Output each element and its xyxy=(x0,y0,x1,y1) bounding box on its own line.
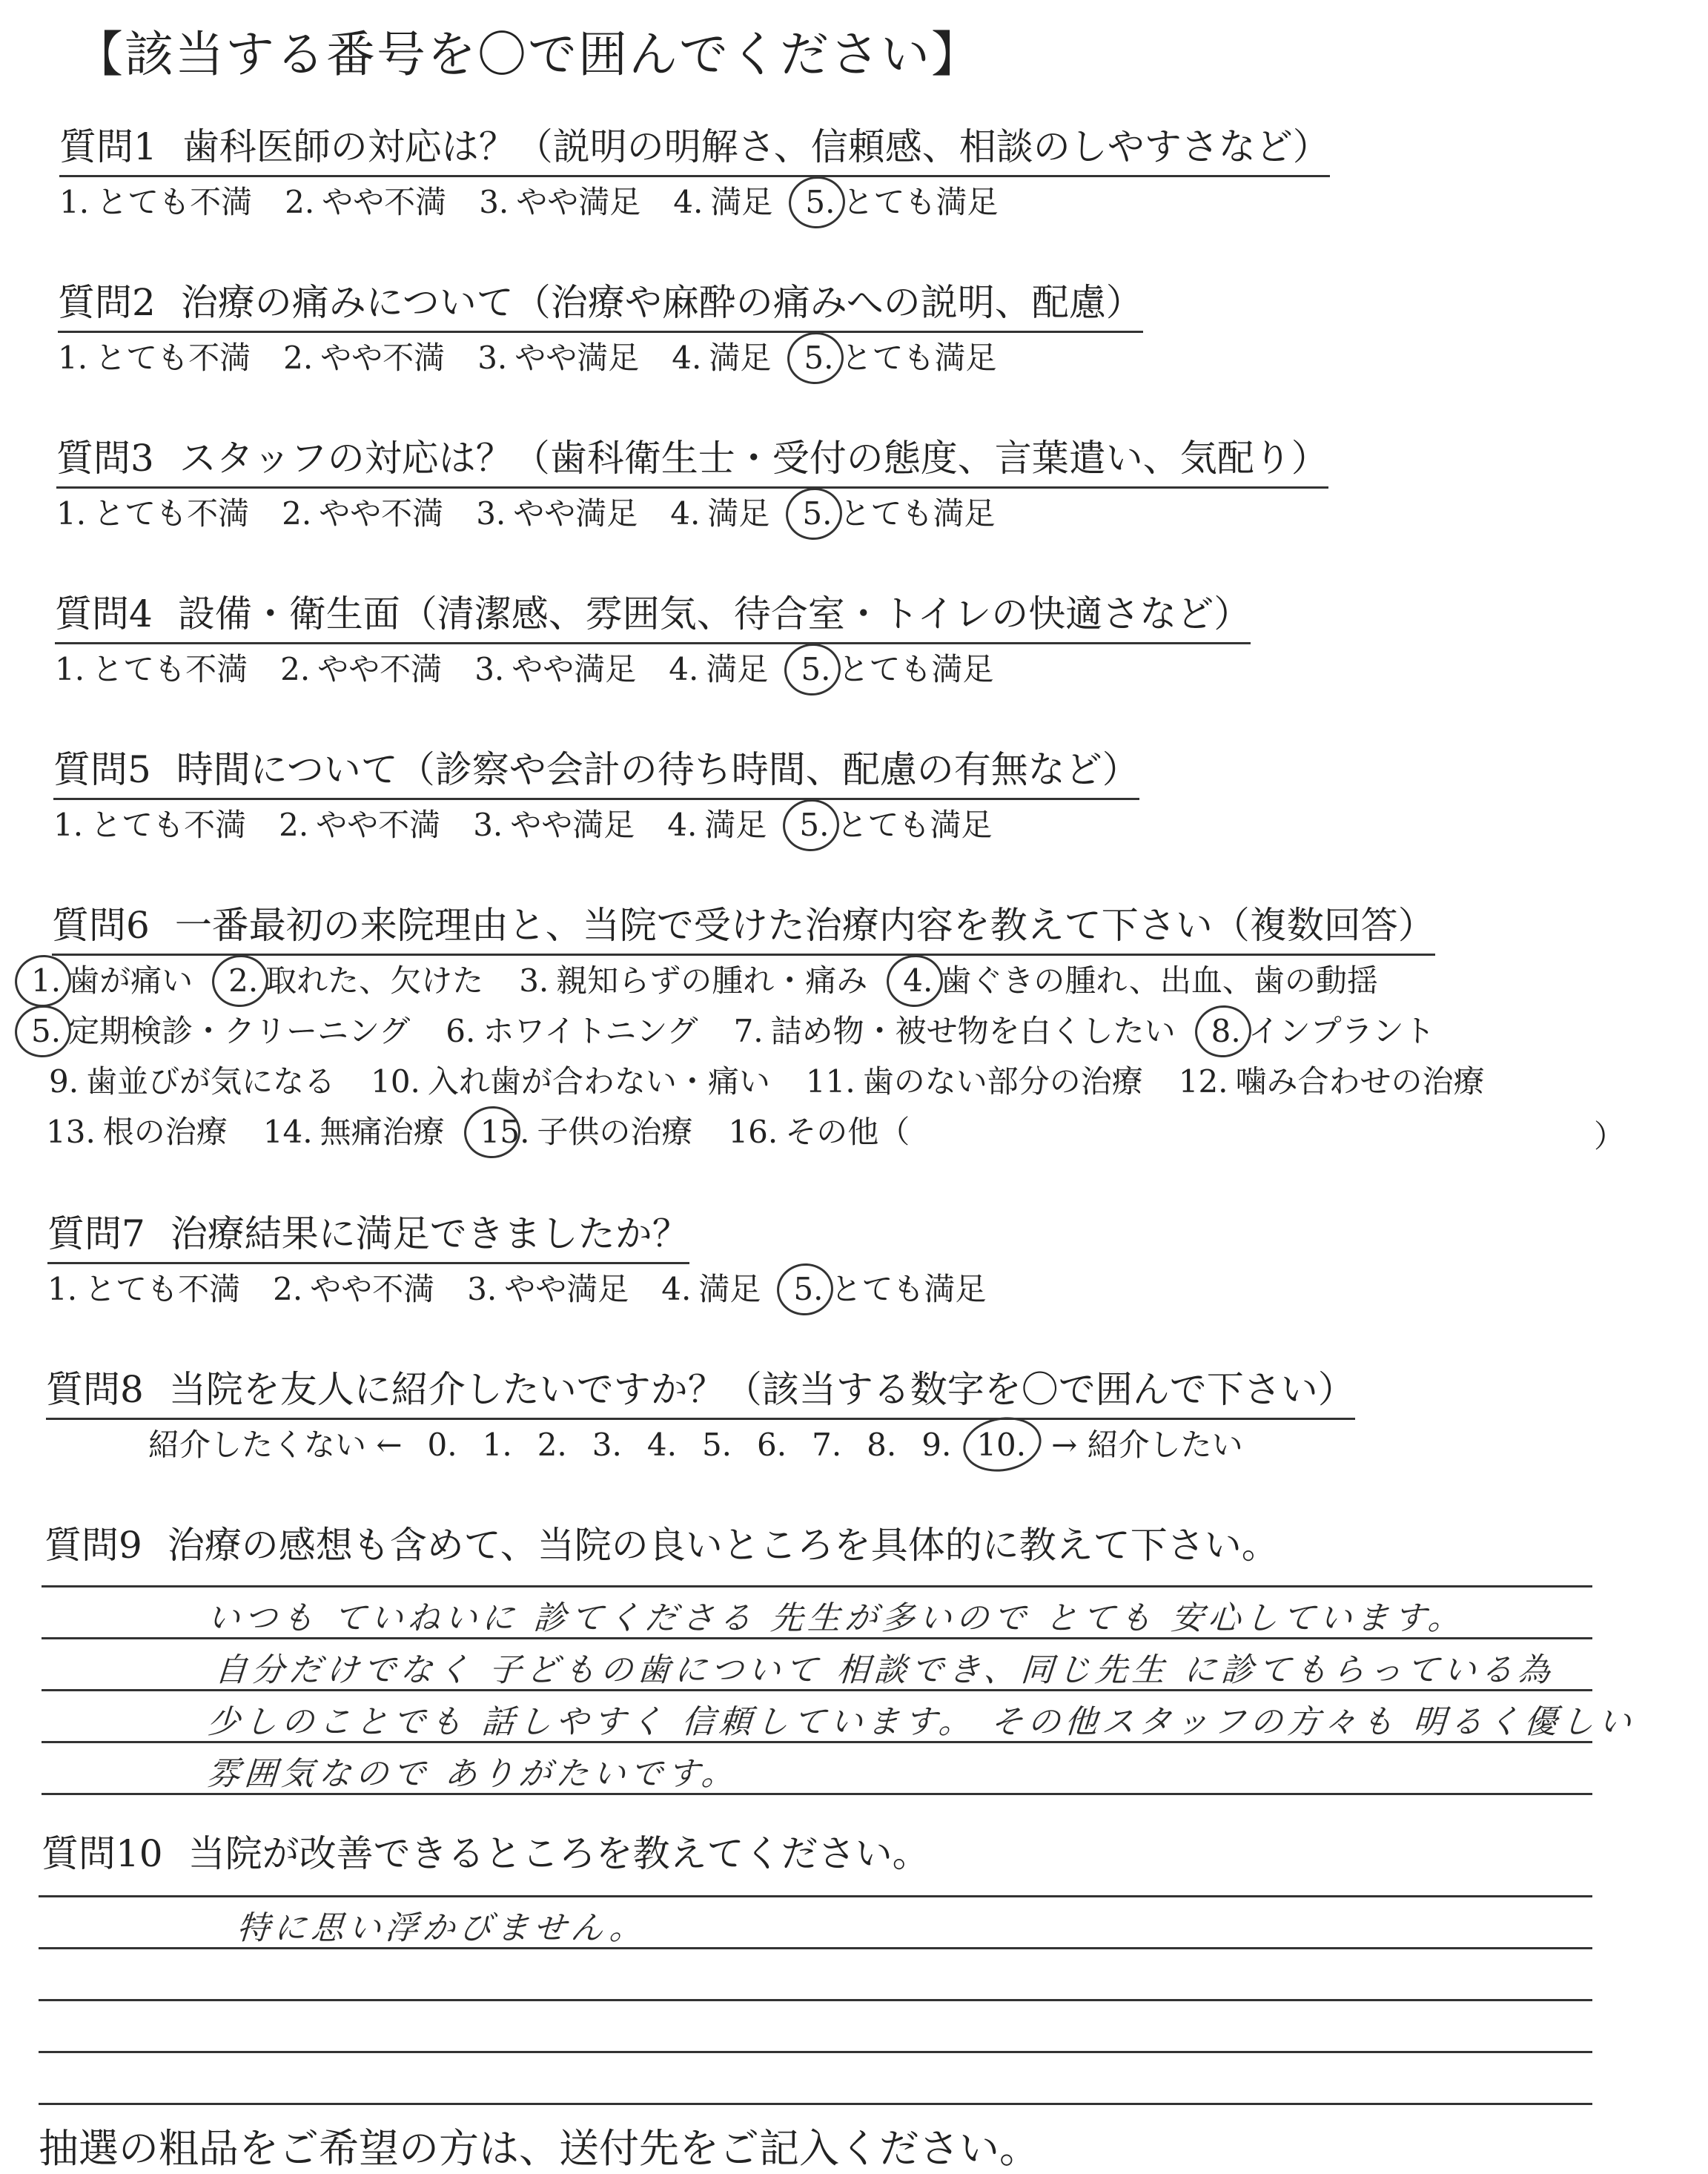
option-5-selected[interactable]: 5. とても満足 xyxy=(801,651,994,687)
scale-6[interactable]: 6. xyxy=(757,1427,787,1463)
answer-line xyxy=(42,1585,1592,1587)
question-text: 治療結果に満足できましたか？ xyxy=(170,1212,689,1255)
q6-option-14[interactable]: 14. 無痛治療 xyxy=(262,1114,445,1150)
question-text: 一番最初の来院理由と、当院で受けた治療内容を教えて下さい（複数回答） xyxy=(174,904,1435,947)
q9-answer-line-3: 少しのことでも 話しやすく 信頼しています。 その他スタッフの方々も 明るく優しい xyxy=(205,1703,1637,1741)
q6-option-7[interactable]: 7. 詰め物・被せ物を白くしたい xyxy=(733,1013,1176,1049)
question-6-row-4 xyxy=(46,1108,945,1152)
option-4[interactable]: 4. 満足 xyxy=(661,1271,761,1307)
form-header: 【該当する番号を〇で囲んでください】 xyxy=(74,26,982,83)
recommend-scale xyxy=(148,1421,1268,1465)
option-1[interactable]: 1. とても不満 xyxy=(59,184,253,220)
question-text: 時間について（診察や会計の待ち時間、配慮の有無など） xyxy=(176,748,1139,791)
scale-4[interactable]: 4. xyxy=(646,1427,677,1463)
option-2[interactable]: 2. やや不満 xyxy=(282,495,444,532)
q6-option-5-selected[interactable]: 5. 定期検診・クリーニング xyxy=(31,1013,411,1049)
q6-option-9[interactable]: 9. 歯並びが気になる xyxy=(49,1063,336,1100)
option-3[interactable]: 3. やや満足 xyxy=(476,495,638,532)
question-1-title xyxy=(59,117,1330,177)
q9-answer-line-4: 雰囲気なので ありがたいです。 xyxy=(205,1755,740,1793)
option-5-selected[interactable]: 5. とても満足 xyxy=(802,495,996,532)
scale-right-label: → 紹介したい xyxy=(1051,1427,1243,1463)
option-3[interactable]: 3. やや満足 xyxy=(479,184,641,220)
question-number: 質問3 xyxy=(56,437,154,480)
option-2[interactable]: 2. やや不満 xyxy=(273,1271,435,1307)
q6-option-1-selected[interactable]: 1. 歯が痛い xyxy=(31,962,193,999)
question-text: 治療の感想も含めて、当院の良いところを具体的に教えて下さい。 xyxy=(167,1524,1279,1567)
question-5-options xyxy=(53,801,1025,845)
question-4-options xyxy=(55,645,1026,690)
option-5-selected[interactable]: 5. とても満足 xyxy=(804,340,997,376)
question-3-title xyxy=(56,429,1328,489)
question-text: 設備・衛生面（清潔感、雰囲気、待合室・トイレの快適さなど） xyxy=(177,592,1251,635)
question-6-title xyxy=(52,896,1435,956)
option-3[interactable]: 3. やや満足 xyxy=(477,340,640,376)
option-4[interactable]: 4. 満足 xyxy=(670,495,770,532)
option-5-selected[interactable]: 5. とても満足 xyxy=(799,807,993,843)
other-paren-close: ） xyxy=(1594,1118,1626,1154)
option-1[interactable]: 1. とても不満 xyxy=(53,807,247,843)
scale-left-label: 紹介したくない ← xyxy=(148,1427,403,1463)
question-text: 当院を友人に紹介したいですか？（該当する数字を〇で囲んで下さい） xyxy=(168,1368,1355,1411)
scale-7[interactable]: 7. xyxy=(812,1427,842,1463)
option-1[interactable]: 1. とても不満 xyxy=(47,1271,241,1307)
answer-line xyxy=(39,2103,1592,2105)
q6-option-3[interactable]: 3. 親知らずの腫れ・痛み xyxy=(519,962,868,999)
q9-answer-line-2: 自分だけでなく 子どもの歯について 相談でき、同じ先生 に診てもらっている為 xyxy=(213,1651,1556,1689)
question-7-options xyxy=(47,1265,1019,1309)
question-number: 質問9 xyxy=(44,1524,142,1567)
option-2[interactable]: 2. やや不満 xyxy=(280,651,443,687)
option-3[interactable]: 3. やや満足 xyxy=(473,807,635,843)
question-3-options xyxy=(56,489,1027,534)
option-2[interactable]: 2. やや不満 xyxy=(279,807,441,843)
option-4[interactable]: 4. 満足 xyxy=(673,184,773,220)
q6-option-2-selected[interactable]: 2. 取れた、欠けた xyxy=(228,962,484,999)
scale-5[interactable]: 5. xyxy=(701,1427,732,1463)
question-2-title xyxy=(58,273,1143,333)
question-6-row-1 xyxy=(31,957,1414,1001)
question-text: スタッフの対応は？（歯科衛生士・受付の態度、言葉遣い、気配り） xyxy=(179,437,1328,480)
question-text: 当院が改善できるところを教えてください。 xyxy=(188,1832,930,1875)
scale-10-selected[interactable]: 10. xyxy=(976,1427,1027,1463)
q6-option-8-selected[interactable]: 8. インプラント xyxy=(1211,1013,1435,1049)
option-4[interactable]: 4. 満足 xyxy=(669,651,769,687)
q6-option-4-selected[interactable]: 4. 歯ぐきの腫れ、出血、歯の動揺 xyxy=(903,962,1378,999)
option-4[interactable]: 4. 満足 xyxy=(667,807,767,843)
scale-1[interactable]: 1. xyxy=(482,1427,512,1463)
option-1[interactable]: 1. とても不満 xyxy=(55,651,248,687)
q6-option-11[interactable]: 11. 歯のない部分の治療 xyxy=(805,1063,1143,1100)
footer-note: 抽選の粗品をご希望の方は、送付先をご記入ください。 xyxy=(39,2125,1039,2172)
scale-3[interactable]: 3. xyxy=(592,1427,622,1463)
question-6-row-2 xyxy=(31,1007,1471,1051)
option-4[interactable]: 4. 満足 xyxy=(672,340,772,376)
option-3[interactable]: 3. やや満足 xyxy=(474,651,637,687)
question-6-row-3 xyxy=(49,1057,1520,1102)
q6-option-10[interactable]: 10. 入れ歯が合わない・痛い xyxy=(371,1063,770,1100)
option-5-selected[interactable]: 5. とても満足 xyxy=(805,184,999,220)
answer-line xyxy=(39,2051,1592,2053)
q6-option-12[interactable]: 12. 噛み合わせの治療 xyxy=(1178,1063,1485,1100)
question-2-options xyxy=(58,334,1029,378)
answer-line xyxy=(39,1999,1592,2001)
q6-option-6[interactable]: 6. ホワイトニング xyxy=(446,1013,698,1049)
scale-0[interactable]: 0. xyxy=(427,1427,457,1463)
option-1[interactable]: 1. とても不満 xyxy=(56,495,250,532)
scale-9[interactable]: 9. xyxy=(921,1427,952,1463)
q6-option-15-selected[interactable]: 15. 子供の治療 xyxy=(480,1114,693,1150)
question-8-title xyxy=(46,1360,1355,1420)
question-1-options xyxy=(59,178,1030,222)
q6-option-16-other[interactable]: 16. その他（ xyxy=(728,1114,910,1150)
q6-option-13[interactable]: 13. 根の治療 xyxy=(46,1114,228,1150)
option-2[interactable]: 2. やや不満 xyxy=(283,340,446,376)
question-number: 質問7 xyxy=(47,1212,145,1255)
question-10-title xyxy=(42,1824,930,1877)
q10-answer-line-1: 特に思い浮かびません。 xyxy=(235,1909,649,1947)
scale-8[interactable]: 8. xyxy=(867,1427,897,1463)
scale-2[interactable]: 2. xyxy=(537,1427,567,1463)
q9-answer-line-1: いつも ていねいに 診てくださる 先生が多いので とても 安心しています。 xyxy=(205,1599,1466,1637)
question-9-title xyxy=(44,1516,1279,1569)
option-5-selected[interactable]: 5. とても満足 xyxy=(793,1271,987,1307)
question-number: 質問4 xyxy=(55,592,153,635)
question-text: 治療の痛みについて（治療や麻酔の痛みへの説明、配慮） xyxy=(180,281,1143,324)
question-5-title xyxy=(53,740,1139,800)
answer-line xyxy=(39,1895,1592,1897)
question-text: 歯科医師の対応は？（説明の明解さ、信頼感、相談のしやすさなど） xyxy=(182,125,1330,168)
question-number: 質問2 xyxy=(58,281,156,324)
question-number: 質問1 xyxy=(59,125,157,168)
question-7-title xyxy=(47,1204,689,1264)
option-1[interactable]: 1. とても不満 xyxy=(58,340,251,376)
option-2[interactable]: 2. やや不満 xyxy=(285,184,447,220)
option-3[interactable]: 3. やや満足 xyxy=(467,1271,629,1307)
question-number: 質問6 xyxy=(52,904,150,947)
question-number: 質問8 xyxy=(46,1368,144,1411)
question-number: 質問10 xyxy=(42,1832,163,1875)
question-4-title xyxy=(55,584,1251,644)
question-number: 質問5 xyxy=(53,748,151,791)
